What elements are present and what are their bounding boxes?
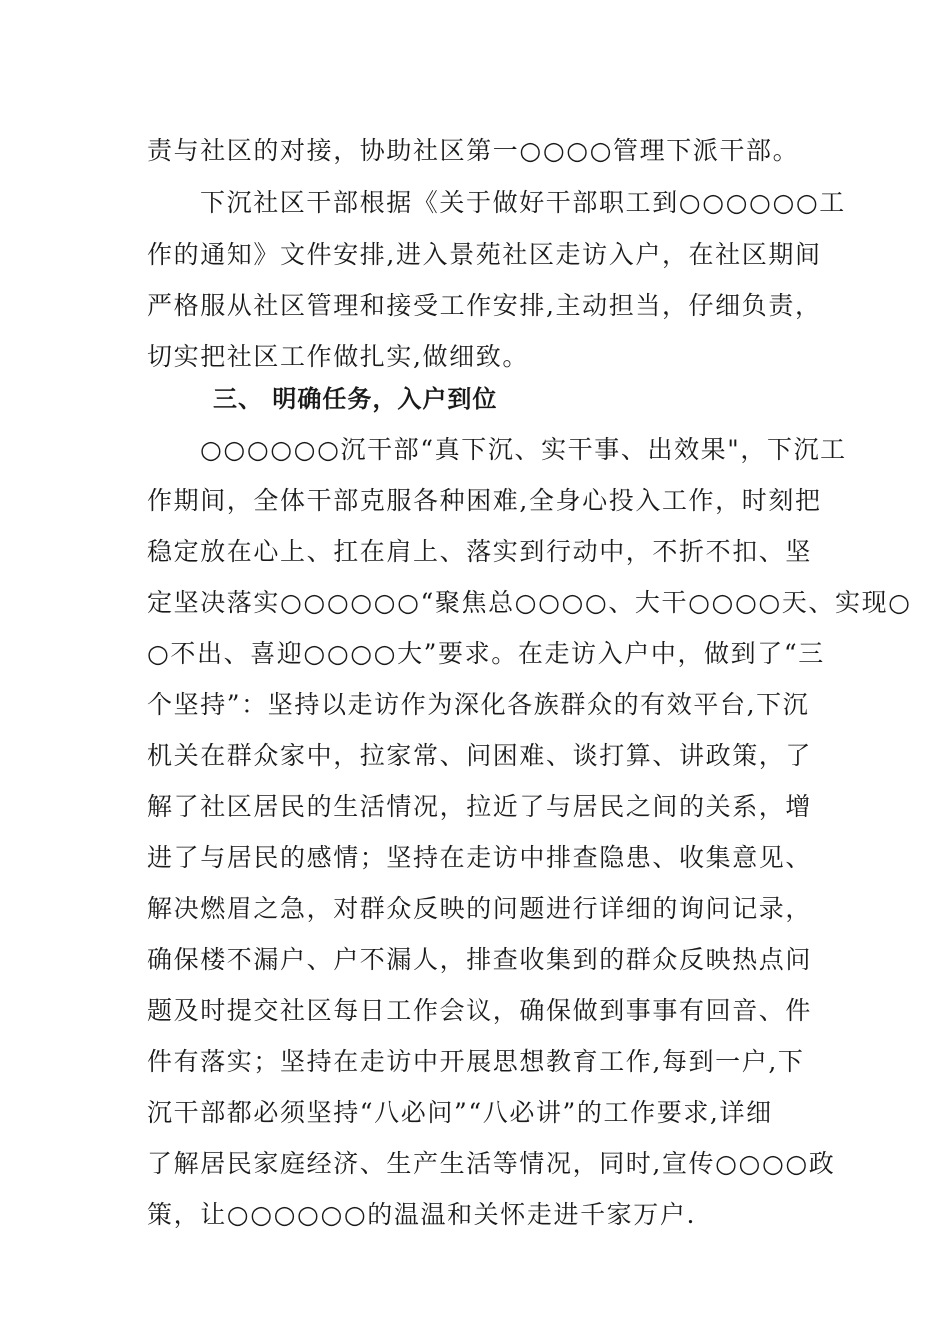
paragraph-line: 责与社区的对接，协助社区第一○○○○管理下派干部。	[147, 136, 800, 165]
paragraph-line: 策，让○○○○○○的温温和关怀走进千家万户.	[147, 1200, 697, 1229]
paragraph-line: 机关在群众家中，拉家常、问困难、谈打算、讲政策，了	[147, 741, 813, 770]
paragraph-line: 切实把社区工作做扎实,做细致。	[147, 342, 529, 371]
paragraph-line: 了解居民家庭经济、生产生活等情况，同时,宣传○○○○政	[147, 1149, 836, 1178]
paragraph-line: 定坚决落实○○○○○○“聚焦总○○○○、大干○○○○天、实现○	[147, 588, 912, 617]
paragraph-line: 件有落实；坚持在走访中开展思想教育工作,每到一户,下	[147, 1047, 805, 1076]
paragraph-line: 作的通知》文件安排,进入景苑社区走访入户，在社区期间	[147, 240, 822, 269]
paragraph-line: 个坚持”：坚持以走访作为深化各族群众的有效平台,下沉	[147, 690, 810, 719]
paragraph-line: 解决燃眉之急，对群众反映的问题进行详细的询问记录，	[147, 894, 813, 923]
paragraph-line: 严格服从社区管理和接受工作安排,主动担当，仔细负责，	[147, 291, 822, 320]
paragraph-line: 下沉社区干部根据《关于做好干部职工到○○○○○○工	[200, 188, 846, 217]
paragraph-line: 沉干部都必须坚持“八必问”“八必讲”的工作要求,详细	[147, 1098, 773, 1127]
paragraph-line: 进了与居民的感情；坚持在走访中排查隐患、收集意见、	[147, 843, 813, 872]
paragraph-line: 题及时提交社区每日工作会议，确保做到事事有回音、件	[147, 996, 813, 1025]
paragraph-line: 确保楼不漏户、户不漏人，排查收集到的群众反映热点问	[147, 945, 813, 974]
section-heading: 三、 明确任务，入户到位	[213, 385, 498, 413]
paragraph-line: 作期间，全体干部克服各种困难,全身心投入工作，时刻把	[147, 486, 822, 515]
paragraph-line: ○不出、喜迎○○○○大”要求。在走访入户中，做到了“三	[147, 639, 825, 668]
paragraph-line: ○○○○○○沉干部“真下沉、实干事、出效果"，下沉工	[200, 435, 847, 464]
paragraph-line: 解了社区居民的生活情况，拉近了与居民之间的关系，增	[147, 792, 813, 821]
paragraph-line: 稳定放在心上、扛在肩上、落实到行动中，不折不扣、坚	[147, 537, 813, 566]
